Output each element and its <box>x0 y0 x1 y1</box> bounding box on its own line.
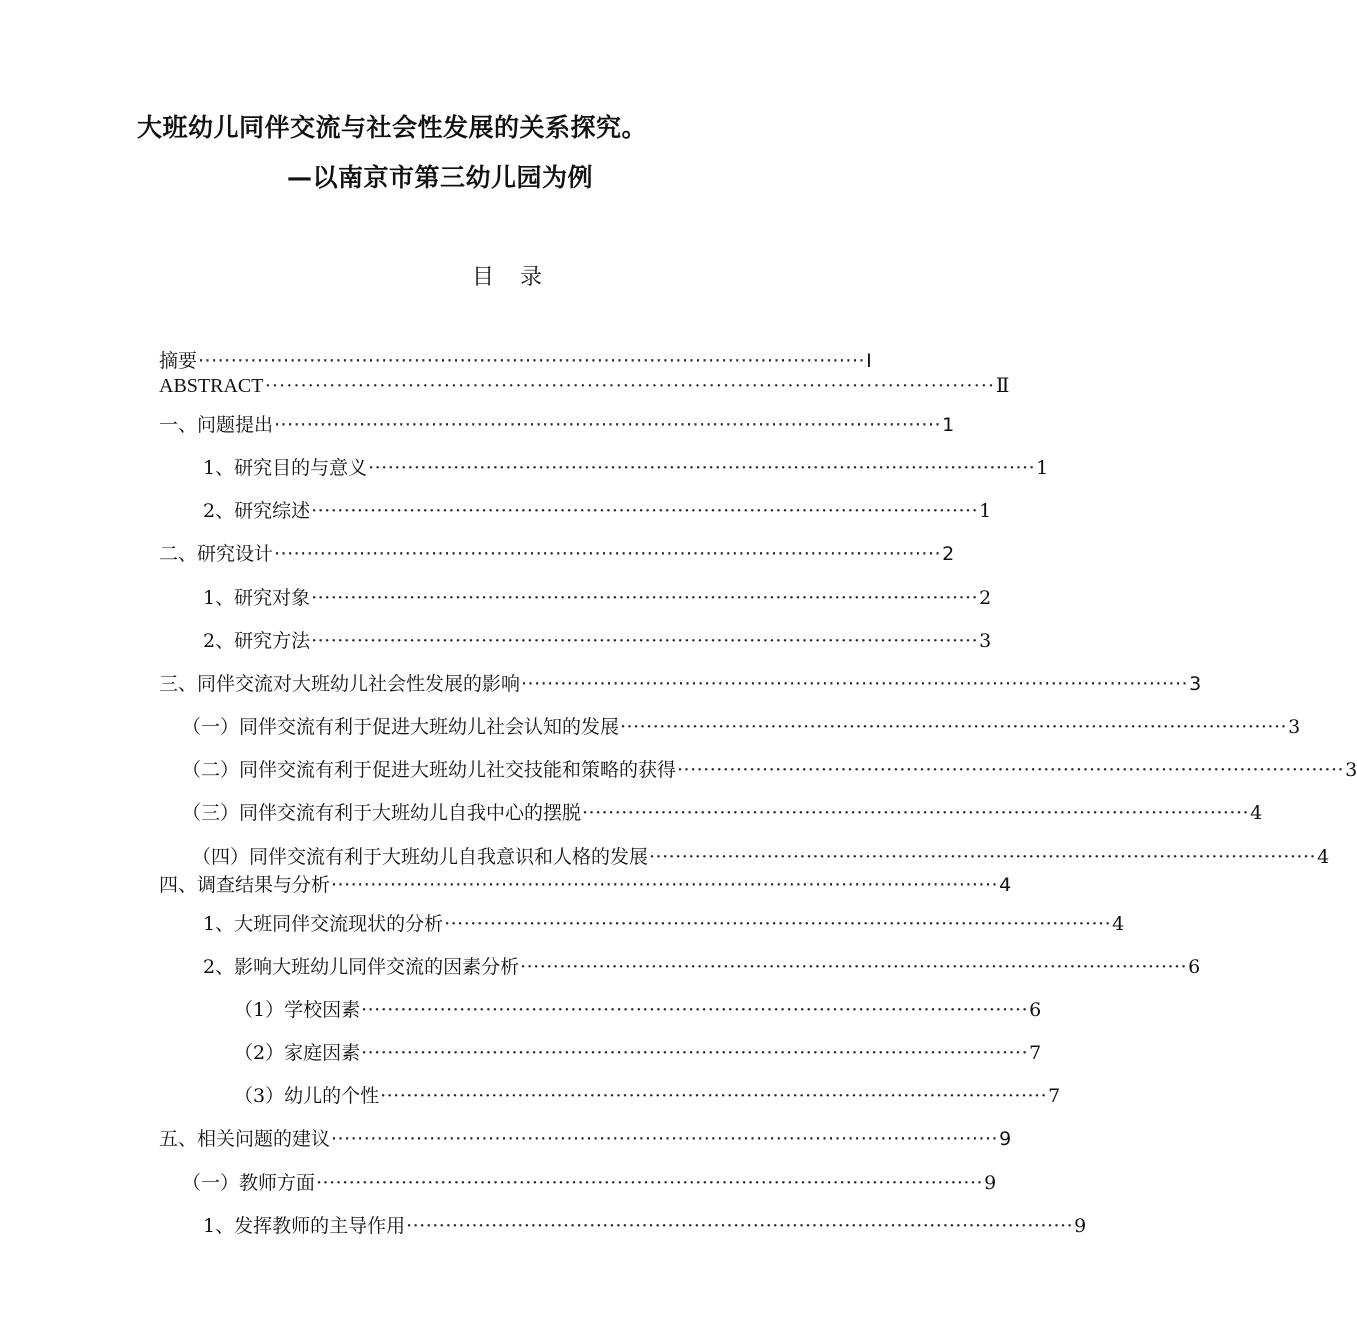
toc-entry-page: 4 <box>999 874 1012 896</box>
toc-entry-page: 1 <box>942 414 955 436</box>
toc-leader-dots: ······································································································ <box>368 457 1036 479</box>
toc-entry-5-1[interactable] <box>182 1171 997 1195</box>
toc-entry-2-2[interactable] <box>203 629 992 653</box>
toc-entry-page: 3 <box>1345 759 1357 781</box>
toc-entry-page: 1 <box>979 500 992 522</box>
toc-entry-label: 1、大班同伴交流现状的分析 <box>203 913 444 935</box>
toc-entry-abstract-cn[interactable] <box>159 349 872 373</box>
toc-entry-3-4[interactable] <box>192 845 1330 869</box>
toc-leader-dots: ······································································································ <box>520 956 1188 978</box>
toc-leader-dots: ······································································································ <box>316 1172 984 1194</box>
toc-entry-label: 1、研究目的与意义 <box>203 457 368 479</box>
toc-entry-label: （三）同伴交流有利于大班幼儿自我中心的摆脱 <box>182 802 582 824</box>
toc-entry-page: 2 <box>942 543 955 565</box>
toc-entry-page: 4 <box>1112 913 1125 935</box>
toc-leader-dots: ······································································································ <box>331 874 999 896</box>
toc-entry-page: 1 <box>1036 457 1049 479</box>
toc-leader-dots: ······································································································ <box>620 716 1288 738</box>
toc-entry-3-1[interactable] <box>182 715 1301 739</box>
toc-entry-2-1[interactable] <box>203 586 992 610</box>
toc-entry-abstract-en[interactable] <box>159 374 1010 398</box>
toc-heading <box>472 260 546 291</box>
toc-entry-page: 9 <box>999 1128 1012 1150</box>
toc-entry-page: 2 <box>979 587 992 609</box>
toc-entry-page: 4 <box>1317 846 1330 868</box>
toc-heading-part1: 目 <box>472 265 499 290</box>
toc-entry-page: 3 <box>979 630 992 652</box>
toc-leader-dots: ······································································································ <box>444 913 1112 935</box>
toc-leader-dots: ······································································································ <box>361 1042 1029 1064</box>
toc-leader-dots: ······································································································ <box>311 500 979 522</box>
toc-leader-dots: ······································································································ <box>406 1215 1074 1237</box>
toc-entry-page: 3 <box>1189 673 1202 695</box>
toc-entry-label: 一、问题提出 <box>159 414 274 436</box>
toc-leader-dots: ······································································································ <box>331 1128 999 1150</box>
toc-leader-dots: ······································································································ <box>521 673 1189 695</box>
toc-entry-page: 9 <box>984 1172 997 1194</box>
toc-entry-label: （四）同伴交流有利于大班幼儿自我意识和人格的发展 <box>192 846 649 868</box>
toc-leader-dots: ······································································································ <box>274 414 942 436</box>
toc-entry-5-1-1[interactable] <box>203 1214 1087 1238</box>
toc-entry-label: （一）教师方面 <box>182 1172 316 1194</box>
toc-entry-label: （二）同伴交流有利于促进大班幼儿社交技能和策略的获得 <box>182 759 677 781</box>
toc-entry-label: 2、研究综述 <box>203 500 311 522</box>
toc-entry-label: 1、研究对象 <box>203 587 311 609</box>
toc-entry-page: 3 <box>1288 716 1301 738</box>
toc-entry-label: 2、影响大班幼儿同伴交流的因素分析 <box>203 956 520 978</box>
toc-entry-section-5[interactable] <box>159 1127 1012 1151</box>
toc-entry-4-2-3[interactable] <box>234 1084 1061 1108</box>
document-subtitle: —以南京市第三幼儿园为例 <box>287 163 594 192</box>
toc-entry-label: ABSTRACT <box>159 375 264 397</box>
toc-leader-dots: ······································································································ <box>380 1085 1048 1107</box>
document-title: 大班幼儿同伴交流与社会性发展的关系探究。 <box>137 113 648 142</box>
toc-entry-page: 4 <box>1250 802 1263 824</box>
toc-entry-page: Ⅱ <box>995 375 1010 397</box>
toc-entry-label: 2、研究方法 <box>203 630 311 652</box>
toc-entry-label: 四、调查结果与分析 <box>159 874 331 896</box>
toc-entry-label: （一）同伴交流有利于促进大班幼儿社会认知的发展 <box>182 716 620 738</box>
toc-entry-page: 6 <box>1188 956 1201 978</box>
toc-entry-page: 9 <box>1074 1215 1087 1237</box>
toc-entry-page: 7 <box>1029 1042 1042 1064</box>
toc-entry-label: 1、发挥教师的主导作用 <box>203 1215 406 1237</box>
toc-entry-section-3[interactable] <box>159 672 1202 696</box>
toc-entry-label: 三、同伴交流对大班幼儿社会性发展的影响 <box>159 673 521 695</box>
toc-leader-dots: ······································································································ <box>198 350 866 372</box>
toc-entry-1-1[interactable] <box>203 456 1049 480</box>
toc-entry-4-2-1[interactable] <box>234 998 1042 1022</box>
toc-heading-part2: 录 <box>520 265 547 290</box>
toc-leader-dots: ······································································································ <box>311 630 979 652</box>
toc-entry-section-2[interactable] <box>159 542 955 566</box>
toc-entry-4-2-2[interactable] <box>234 1041 1042 1065</box>
toc-entry-page: 6 <box>1029 999 1042 1021</box>
toc-entry-3-2[interactable] <box>182 758 1357 782</box>
toc-leader-dots: ······································································································ <box>677 759 1345 781</box>
toc-entry-label: （2）家庭因素 <box>234 1042 361 1064</box>
toc-entry-label: （1）学校因素 <box>234 999 361 1021</box>
toc-leader-dots: ······································································································ <box>361 999 1029 1021</box>
toc-entry-1-2[interactable] <box>203 499 992 523</box>
toc-leader-dots: ······································································································ <box>264 375 995 397</box>
toc-entry-page: Ⅰ <box>866 350 872 372</box>
toc-entry-3-3[interactable] <box>182 801 1263 825</box>
toc-leader-dots: ······································································································ <box>649 846 1317 868</box>
toc-leader-dots: ······································································································ <box>274 543 942 565</box>
toc-entry-label: 摘要 <box>159 350 198 372</box>
toc-leader-dots: ······································································································ <box>582 802 1250 824</box>
toc-entry-page: 7 <box>1048 1085 1061 1107</box>
toc-entry-4-2[interactable] <box>203 955 1201 979</box>
toc-entry-4-1[interactable] <box>203 912 1125 936</box>
toc-entry-label: 五、相关问题的建议 <box>159 1128 331 1150</box>
toc-leader-dots: ······································································································ <box>311 587 979 609</box>
toc-entry-section-1[interactable] <box>159 413 955 437</box>
toc-entry-label: 二、研究设计 <box>159 543 274 565</box>
toc-entry-section-4[interactable] <box>159 873 1012 897</box>
toc-entry-label: （3）幼儿的个性 <box>234 1085 380 1107</box>
